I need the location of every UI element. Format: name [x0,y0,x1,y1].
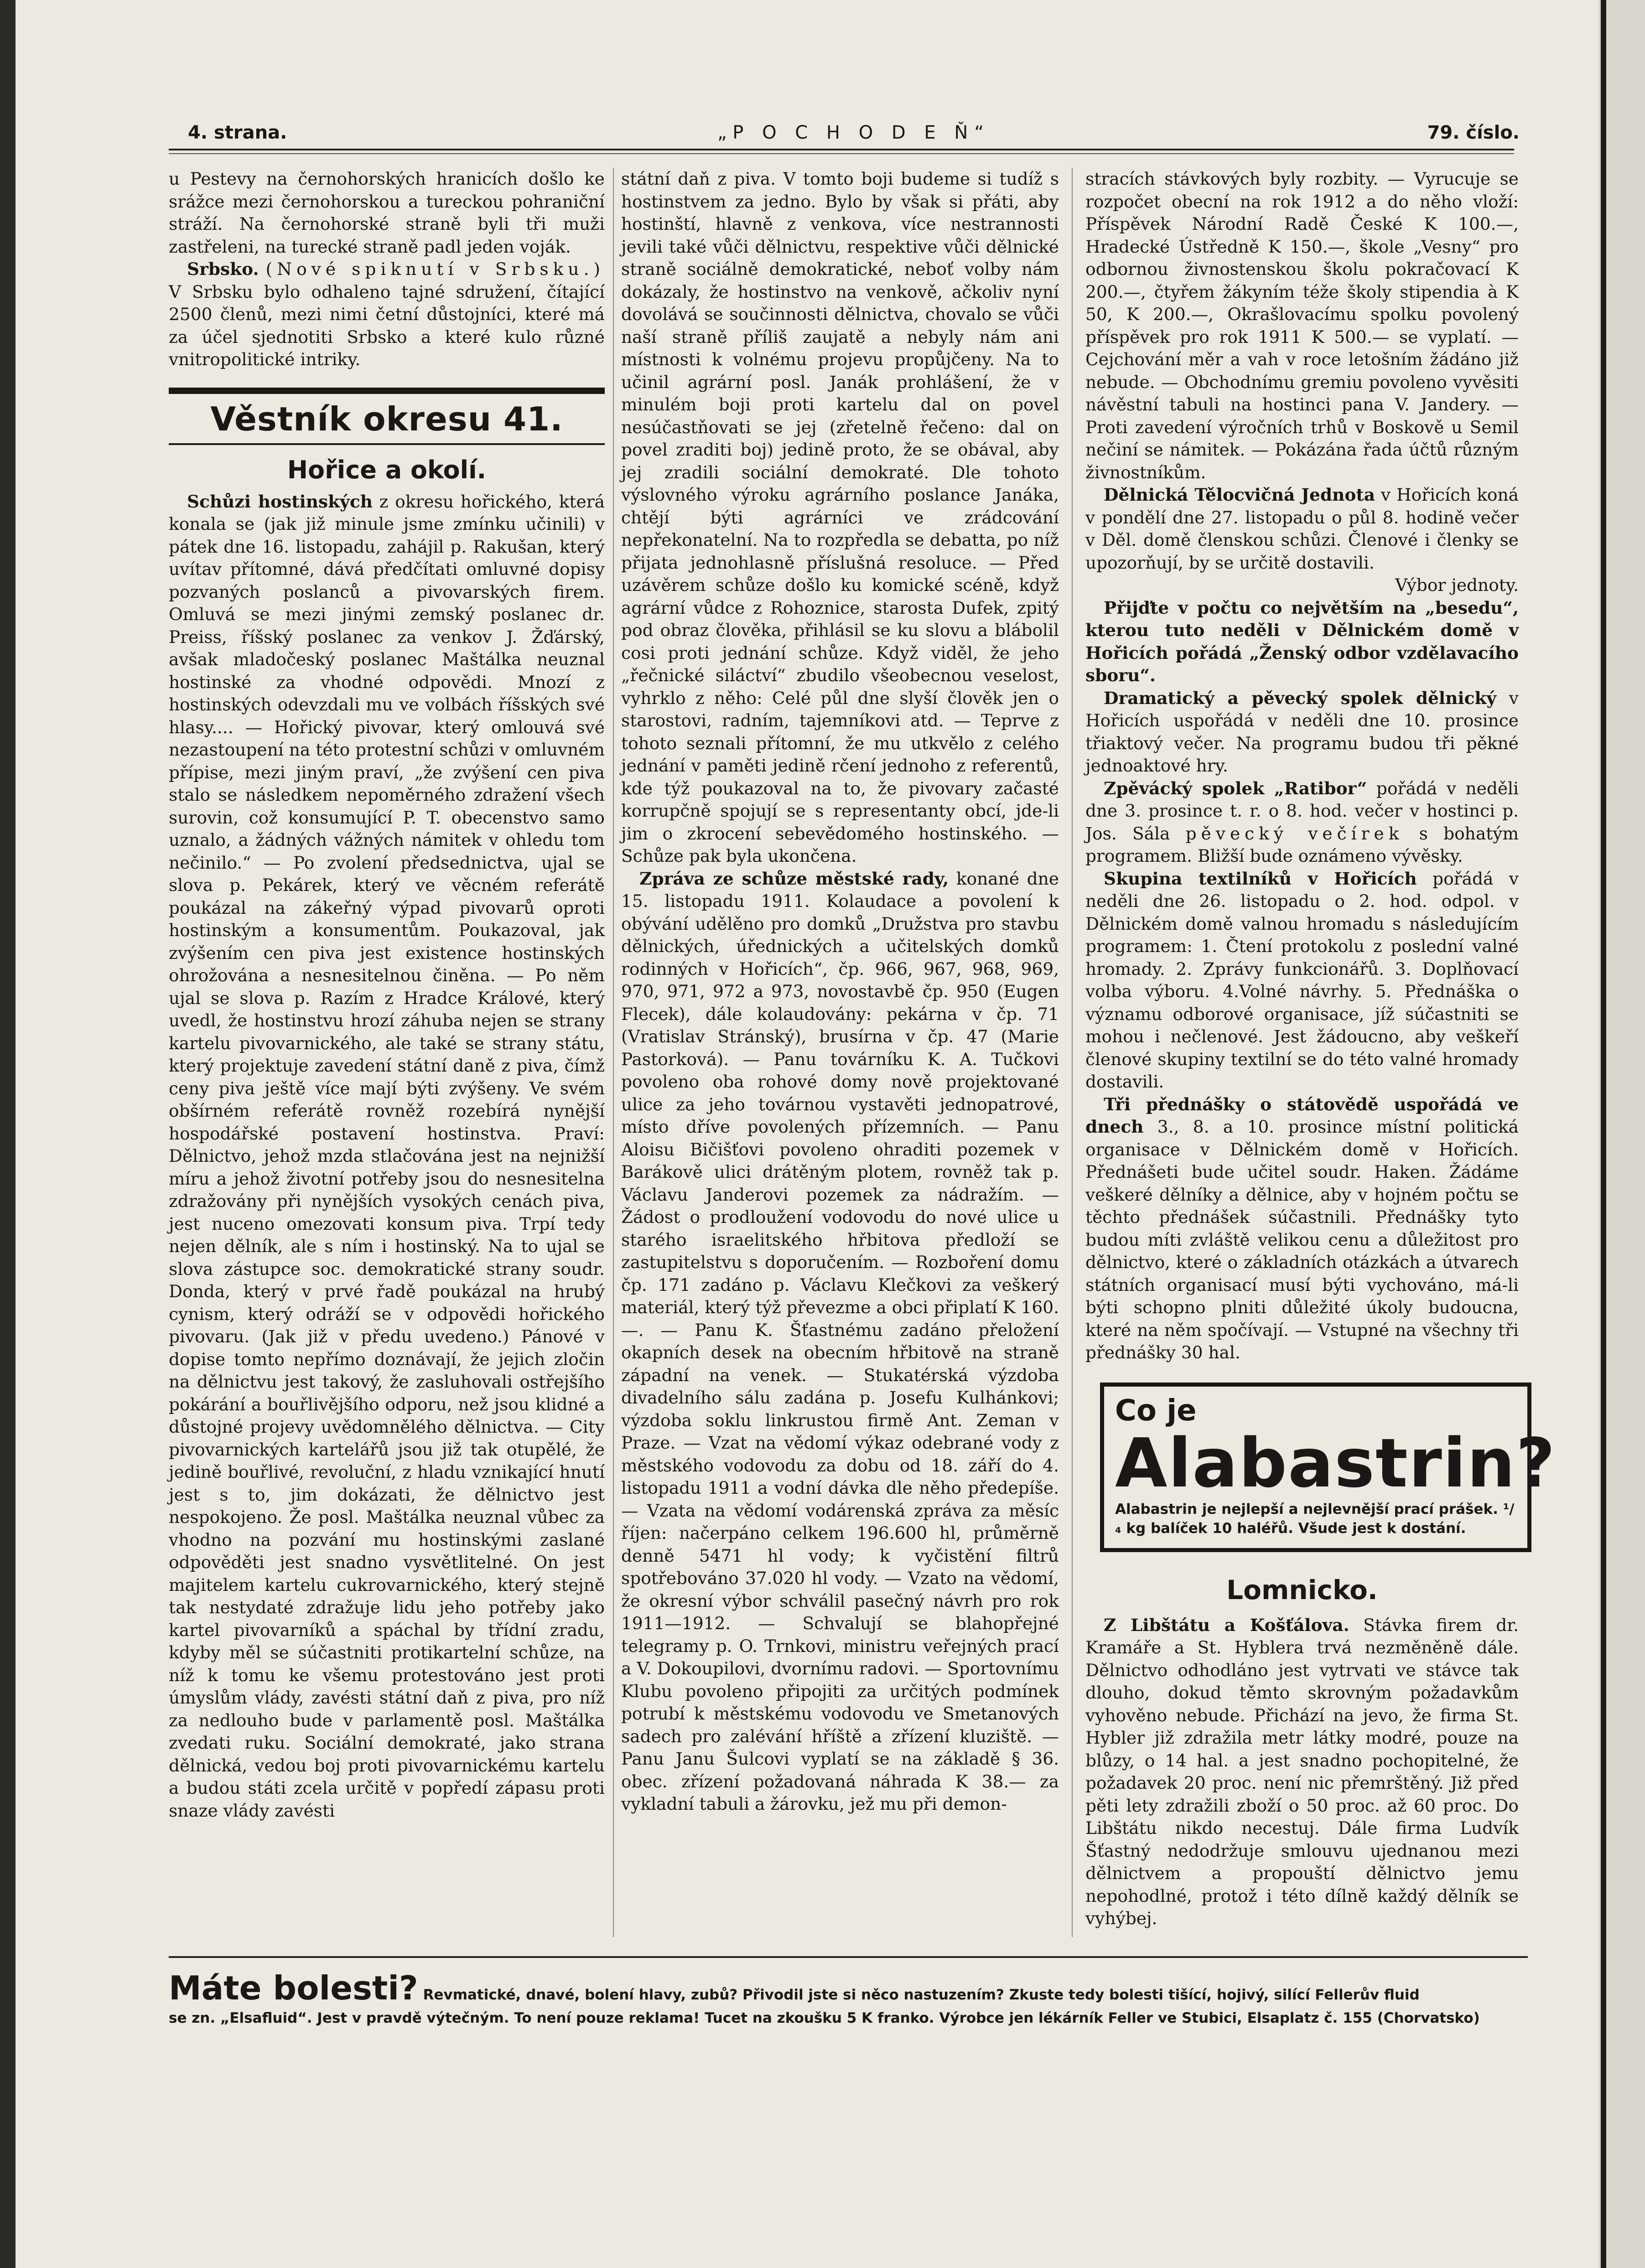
column-2 [621,168,1059,1816]
textile-lead: Skupina textilníků v Hořicích [1104,868,1417,889]
gym-union-text: v Hořicích koná v pondělí dne 27. listopadu o půl 8. hodině večer v Děl. domě členskou schůzi. Členové i členky se upozorňují, by se určitě dostavili. [1085,485,1519,573]
strike-article [1085,1614,1519,1930]
ratibor-notice [1085,777,1519,868]
scan-edge-right-line [1601,0,1606,2268]
footer-text-1: Revmatické, dnavé, bolení hlavy, zubů? Přivodil jste si něco nastuzením? Zkuste tedy bolesti tišící, hojivý, silící Fellerův fluid [418,1987,1420,2003]
lectures-notice [1085,1093,1519,1364]
innkeepers-text: z okresu hořického, která konala se (jak již minule jsme zmínku učinili) v pátek dne 16. listopadu, zahájil p. Rakušan, který uvítav přítomné, dává předčítati omluvné dopisy pozvaných poslanců a pivovarských firem. Omluvá se mezi jinými zemský poslanec dr. Preiss, říšský poslanec za venkov J. Žďárský, avšak mladočeský poslanec Maštálka neuznal hostinské za vhodné odpovědi. Mnozí z hostinských odevzdali mu ve volbách říšských své hlasy.... — Hořický pivovar, který omlouvá své nezastoupení na této protestní schůzi v omluvném přípise, mezi jiným praví, „že zvýšení cen piva stalo se následkem nepoměrného zdražení všech surovin, což konsumující P. T. obecenstvo samo uznalo, a žádných vážných námitek v ohledu tom nečinilo.“ — Po zvolení předsednictva, ujal se slova p. Pekárek, který ve věcném referátě poukázal na zákeřný výpad pivovarů oproti hostinským a konsumentům. Poukazoval, jak zvýšením cen piva jest existence hostinských ohrožována a nesnesitelnou činěna. — Po něm ujal se slova p. Razím z Hradce Králové, který uvedl, že hostinstvu hrozí záhuba nejen se strany kartelu pivovarnického, ale také se strany státu, který projektuje zavedení státní daně z piva, čímž ceny piva ještě více mají býti zvýšeny. Ve svém obšírném referátě rovněž rozebírá nynější hospodářské postavení hostinstva. Praví: Dělnictvo, jehož mzda stlačována jest na nejnižší míru a jehož životní potřeby jsou do nesnesitelna zdražovány při nynějších vysokých cenách piva, jest nuceno omezovati konsum piva. Trpí tedy nejen dělník, ale s ním i hostinský. Na to ujal se slova zástupce soc. demokratické strany soudr. Donda, který v prvé řadě poukázal na hrubý cynism, který odráží se v odpovědi hořického pivovaru. (Jak již v předu uvedeno.) Pánové v dopise tomto nepřímo doznávají, že jejich zločin na dělnictvu jest takový, že zasluhovali ostřejšího pokárání a bouřlivějšího odporu, než jsou klidné a důstojné projevy uvědomnělého dělnictva. — City pivovarnických kartelářů jsou již tak otupělé, že jedině bouřlivé, revoluční, z hladu vznikající hnutí jest s to, jim dokázati, že dělnictvo jest nespokojeno. Že posl. Maštálka neuznal vůbec za vhodno na pozvání mu hostinskými zaslané odpověděti jest snadno vysvětlitelné. On jest majitelem kartelu cukrovarnického, který stejně tak nestydaté zdražuje lidu jeho potřeby jako kartel pivovarníků a spáchal by třídní zradu, kdyby měl se súčastniti protikartelní schůze, na níž k tomu ke všemu protestováno jest proti úmyslům vlády, zavésti státní daň z piva, pro níž za nedlouho bude v parlamentě posl. Maštálka zvedati ruku. Sociální demokraté, jako strana dělnická, vedou boj proti pivovarnickému kartelu a budou státi zcela určitě v popředí zápasu proti snaze vlády zavésti [169,491,605,1821]
committee-signature: Výbor jednoty. [1395,575,1519,595]
strike-text: Stávka firem dr. Kramáře a St. Hyblera trvá nezměněně dále. Dělnictvo odhodláno jest vytrvati ve stávce tak dlouho, dokud těmto skrovným požadavkům vyhověno nebude. Přichází na jevo, že firma St. Hybler již zdražila metr látky modré, pouze na blůzy, o 14 hal. a jest snadno pochopitelné, že požadavek 20 proc. není nic přemrštěný. Již před pěti lety zdražili zboží o 50 proc. až 60 proc. Do Libštátu nikdo necestuj. Dále firma Ludvík Šťastný nedodržuje smlouvu ujednanou mezi dělnictvem a propouští dělnictvo jemu nepohodlné, protož i této dílně každý dělník se vyhýbej. [1085,1615,1519,1928]
council-article [621,868,1059,1816]
header-rule [169,149,1514,150]
serbia-article [169,258,605,371]
section-title: Věstník okresu 41. [210,399,563,438]
ratibor-lead: Zpěvácký spolek „Ratibor“ [1104,778,1367,798]
scan-edge-left [0,0,16,2268]
footer-rule [169,1956,1528,1958]
council-text: konané dne 15. listopadu 1911. Kolaudace a povolení k obývání udělěno pro domků „Družstva pro stavbu dělnických, úřednických a učitelských domků rodinných v Hořicích“, čp. 966, 967, 968, 969, 970, 971, 972 a 973, novostavbě čp. 950 (Eugen Flecek), dále kolaudovány: pekárna v čp. 71 (Vratislav Stránský), brusírna v čp. 47 (Marie Pastorková). — Panu továrníku K. A. Tučkovi povoleno oba rohové domy nově projektované ulice za jeho továrnou vystavěti jednopatrové, místo dříve povolených přízemních. — Panu Aloisu Bičišťovi povoleno ohraditi pozemek v Barákově ulici drátěným plotem, rovněž tak p. Václavu Janderovi pozemek za nádražím. — Žádost o prodloužení vodovodu do nové ulice u starého israelitského hřbitova předloží se zastupitelstvu s doporučením. — Rozboření domu čp. 171 zadáno p. Václavu Klečkovi za veškerý materiál, který týž převezme a obci připlatí K 160.—. — Panu K. Šťastnému zadáno přeložení okapních desek na obecním hřbitově na straně západní na venek. — Stukatérská výzdoba divadelního sálu zadána p. Josefu Kulhánkovi; výzdoba soklu linkrustou firmě Ant. Zeman v Praze. — Vzat na vědomí výkaz odebrané vody z městského vodovodu za dobu od 18. září do 4. listopadu 1911 a vodní dávka dle něho předepíše. — Vzata na vědomí vodárenská zpráva za měsíc říjen: načerpáno celkem 196.600 hl, průměrně denně 5471 hl vody; k vyčistění filtrů spotřebováno 37.020 hl vody. — Vzato na vědomí, že okresní výbor schválil pasečný návrh pro rok 1911—1912. — Schvalují se blahopřejné telegramy p. O. Trnkovi, ministru veřejných prací a V. Dokoupilovi, dvornímu radovi. — Sportovnímu Klubu povoleno připojiti za určitých podmínek potrubí k městskému vodovodu ve Smetanových sadech pro zalévání hříště a zřízení kluziště. — Panu Janu Šulcovi vyplatí se na základě § 36. obec. zřízení požadovaná náhrada K 38.— za vykladní tabuli a žárovku, jež mu při demon- [621,868,1059,1814]
column-separator [1072,168,1073,1937]
serbia-text: V Srbsku bylo odhaleno tajné sdružení, čítající 2500 členů, mezi nimi četní důstojníci, které má za účel sjednotiti Srbsko a které kulo různé vnitropolitické intriky. [169,281,605,369]
textile-text: pořádá v neděli dne 26. listopadu o 2. hod. odpol. v Dělnickém domě valnou hromadu s následujícím programem: 1. Čtení protokolu z poslední valné hromady. 2. Zprávy funkcionářů. 3. Doplňovací volba výboru. 4.Volné návrhy. 5. Přednáška o významu odborové organisace, jíž súčastniti se mohou i nečlenové. Jest žádoucno, aby veškeří členové skupiny textilní se do této valné hromady dostavili. [1085,868,1519,1092]
ad-question: Co je [1115,1393,1197,1428]
footer-text-2: se zn. „Elsafluid“. Jest v pravdě výtečným. To není pouze reklama! Tucet na zkoušku 5 K franko. Výrobce jen lékárník Feller ve Stubici, Elsaplatz č. 155 (Chorvatsko) [169,2010,1480,2026]
drama-lead: Dramatický a pěvecký spolek dělnický [1104,688,1497,708]
serbia-title: (Nové spiknutí v Srbsku.) [265,259,605,279]
gym-union-lead: Dělnická Tělocvičná Jednota [1104,485,1375,505]
serbia-lead: Srbsko. [187,259,259,279]
header-rule-thin [169,153,1514,154]
column-3 [1085,168,1556,1930]
innkeepers-lead: Schůzi hostinských [187,491,373,512]
ad-brand: Alabastrin? [1115,1424,1556,1502]
newspaper-title: „P O C H O D E Ň“ [717,122,991,143]
council-lead: Zpráva ze schůze městské rady, [639,868,949,889]
lectures-text: 3., 8. a 10. prosince místní politická organisace v Dělnickém domě v Hořicích. Přednášeti bude učitel soudr. Haken. Žádáme veškeré dělníky a dělnice, aby v hojném počtu se těchto přednášek súčastnili. Přednášky tyto budou míti zvláště velikou cenu a důležitost pro dělnictvo, které o základních otázkách a útvarech státních organisací musí býti vychováno, má-li býti schopno plniti důležité úkoly budoucna, které na něm spočívají. — Vstupné na všechny tři přednášky 30 hal. [1085,1117,1519,1362]
montenegro-article: u Pestevy na černohorských hranicích došlo ke srážce mezi černohorskou a tureckou pohraniční stráží. Na černohorské straně byli tři muži zastřeleni, na turecké straně padl jeden voják. [169,169,605,257]
ratibor-spaced: pěvecký večírek [1185,823,1404,844]
strike-lead: Z Libštátu a Košťálova. [1104,1615,1349,1635]
column-separator [613,168,614,1937]
lectures-lead: Tři přednášky o státovědě uspořádá ve dnech [1085,1094,1519,1137]
issue-number: 79. číslo. [1427,122,1520,143]
column-1 [169,168,605,1822]
drama-text: v Hořicích uspořádá v neděli dne 10. prosince třiaktový večer. Na programu budou tři pěkné jednoaktové hry. [1085,688,1519,776]
ratibor-text-2: s bohatým programem. Bližší bude oznámeno vývěsky. [1085,823,1519,866]
drama-notice [1085,687,1519,777]
section-rule-thin [169,443,605,445]
subsection-title: Hořice a okolí. [287,455,487,484]
gym-union-notice [1085,484,1519,574]
alabastrin-ad [1100,1383,1556,1552]
page-number: 4. strana. [188,122,287,143]
footer-ad [169,1969,1519,2026]
page-header [188,118,1520,150]
ratibor-text-1: pořádá v neděli dne 3. prosince t. r. o 8. hod. večer v hostinci p. Jos. Sála [1085,778,1519,844]
footer-line-1 [169,1969,1519,2007]
innkeepers-continued: státní daň z piva. V tomto boji budeme si tudíž s hostinstvem za jedno. Bylo by však si přáti, aby hostinští, hlavně z venkova, více nestrannosti jevili také vůči dělnictvu, respektive vůči dělnické straně sociálně demokratické, neboť volby nám dokázaly, že hostinstvo na venkově, ačkoliv nyní dovolává se součinnosti dělnictva, chovalo se vůči naší straně příliš zaujatě a nebyly nám ani místnosti k volnému projevu propůjčeny. Na to učinil agrární posl. Janák prohlášení, že v minulém boji proti kartelu dal on povel nesúčastňovati se jej (zřetelně řečeno: dal on povel zraditi boj) jedině proto, že se obával, aby jej zradili sociální demokraté. Dle tohoto výslovného výroku agrárního poslance Janáka, chtějí býti agrárníci ve zrádcování nepřekonatelní. Na to rozpředla se debatta, po níž přijata jednohlasně příslušná resoluce. — Před uzávěrem schůze došlo ku komické scéně, když agrární vůdce z Rohoznice, starosta Dufek, zpitý pod obraz člověka, přihlásil se ku slovu a blábolil cosi proti jednání schůze. Když viděl, že jeho „řečnické siláctví“ zbudilo všeobecnou veselost, vyhrklo z něho: Celé půl dne slyší člověk jen o starostovi, radním, tajemníkovi atd. — Teprve z tohoto seznali přítomní, že mu utkvělo z celého jednání v paměti jedině rčení jednoho z referentů, kde týž poukazoval na to, že pivovary začasté korrupčně spojují se s representanty obcí, jde-li jim o zkrocení sebevědomého hostinského. — Schůze pak byla ukončena. [621,169,1059,866]
beseda-notice: Přijďte v počtu co největším na „besedu“, kterou tuto neděli v Dělnickém domě v Hořicích pořádá „Ženský odbor vzdělavacího sboru“. [1085,597,1519,685]
subsection-title-lomnicko: Lomnicko. [1226,1574,1378,1605]
innkeepers-article [169,491,605,1823]
footer-headline: Máte bolesti? [169,1969,418,2007]
section-rule [169,388,605,394]
council-continued: stracích stávkových byly rozbity. — Vyrucuje se rozpočet obecní na rok 1912 a do něho vloží: Příspěvek Národní Radě České K 100.—, Hradecké Ústředně K 150.—, škole „Vesny“ pro odbornou živnostenskou školu pokračovací K 200.—, čtyřem žákyním téže školy stipendia à K 50, K 200.—, Okrašlovacímu spolku povolený příspěvek pro rok 1911 K 500.— se vyplatí. — Cejchování měr a vah v roce letošním žádáno již nebude. — Obchodnímu gremiu povoleno vyvěsiti návěstní tabuli na hostinci pana V. Jandery. — Proti zavedení výročních trhů v Boskově u Semil nečiní se námitek. — Pokázána řada účtů různým živnostníkům. [1085,169,1519,482]
ad-text: Alabastrin je nejlepší a nejlevnější prací prášek. ¹/₄ kg balíček 10 haléřů. Všude jest k dostání. [1115,1501,1515,1537]
textile-notice [1085,868,1519,1093]
